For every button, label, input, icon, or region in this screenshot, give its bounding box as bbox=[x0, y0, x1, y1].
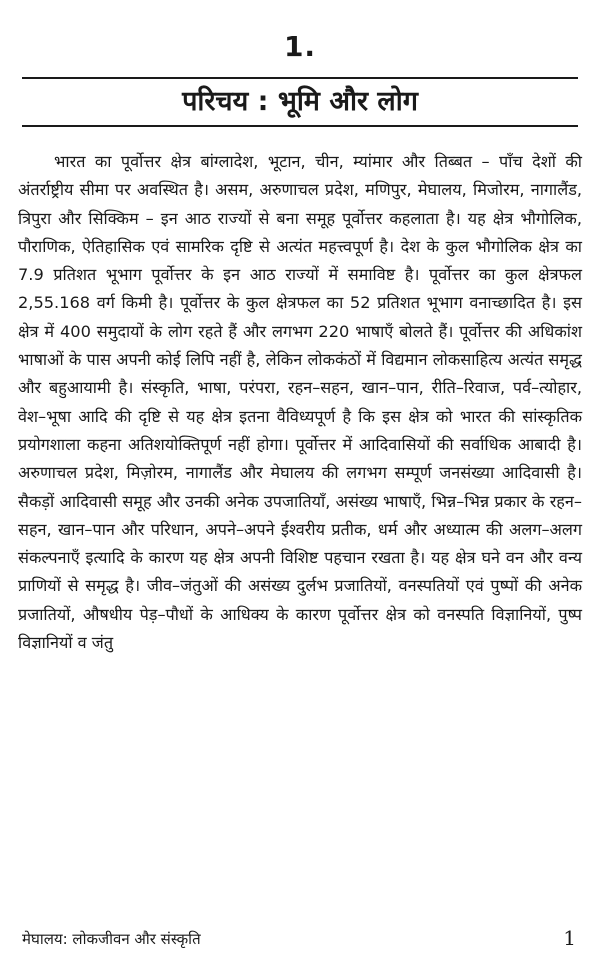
page-number: 1 bbox=[563, 926, 576, 950]
chapter-number: 1. bbox=[283, 30, 317, 63]
chapter-title: परिचय : भूमि और लोग bbox=[182, 86, 418, 117]
title-rule-top bbox=[22, 77, 578, 79]
title-rule-bottom bbox=[22, 125, 578, 127]
body-paragraph: भारत का पूर्वोत्तर क्षेत्र बांग्लादेश, भूटान, चीन, म्यांमार और तिब्बत – पाँच देशों की अंतर्राष्ट्रीय सीमा पर अवस्थित है। असम, अरुणाचल प्रदेश, मणिपुर, मेघालय, मिजोरम, नागालैंड, त्रिपुरा और सिक्किम – इन आठ राज्यों से बना समूह पूर्वोत्तर कहलाता है। यह क्षेत्र भौगोलिक, पौराणिक, ऐतिहासिक एवं सामरिक दृष्टि से अत्यंत महत्त्वपूर्ण है। देश के कुल भौगोलिक क्षेत्र का 7.9 प्रतिशत भूभाग पूर्वोत्तर के इन आठ राज्यों में समाविष्ट है। पूर्वोत्तर का कुल क्षेत्रफल 2,55.168 वर्ग किमी है। पूर्वोत्तर के कुल क्षेत्रफल का 52 प्रतिशत भूभाग वनाच्छादित है। इस क्षेत्र में 400 समुदायों के लोग रहते हैं और लगभग 220 भाषाएँ बोलते हैं। पूर्वोत्तर की अधिकांश भाषाओं के पास अपनी कोई लिपि नहीं है, लेकिन लोककंठों में विद्यमान लोकसाहित्य अत्यंत समृद्ध और बहुआयामी है। संस्कृति, भाषा, परंपरा, रहन–सहन, खान–पान, रीति–रिवाज, पर्व–त्योहार, वेश–भूषा आदि की दृष्टि से यह क्षेत्र इतना वैविध्यपूर्ण है कि इस क्षेत्र को भारत की सांस्कृतिक प्रयोगशाला कहना अतिशयोक्तिपूर्ण नहीं होगा। पूर्वोत्तर में आदिवासियों की सर्वाधिक आबादी है। अरुणाचल प्रदेश, मिज़ोरम, नागालैंड और मेघालय की लगभग सम्पूर्ण जनसंख्या आदिवासी है। सैकड़ों आदिवासी समूह और उनकी अनेक उपजातियाँ, असंख्य भाषाएँ, भिन्न–भिन्न प्रकार के रहन–सहन, खान–पान और परिधान, अपने–अपने ईश्वरीय प्रतीक, धर्म और अध्यात्म की अलग–अलग संकल्पनाएँ इत्यादि के कारण यह क्षेत्र अपनी विशिष्ट पहचान रखता है। यह क्षेत्र घने वन और वन्य प्राणियों से समृद्ध है। जीव–जंतुओं की असंख्य दुर्लभ प्रजातियों, वनस्पतियों एवं पुष्पों की अनेक प्रजातियों, औषधीय पेड़–पौधों के आधिक्य के कारण पूर्वोत्तर क्षेत्र को वनस्पति विज्ञानियों, पुष्प विज्ञानियों व जंतु bbox=[18, 152, 582, 653]
footer-book-title: मेघालय: लोकजीवन और संस्कृति bbox=[22, 930, 201, 948]
